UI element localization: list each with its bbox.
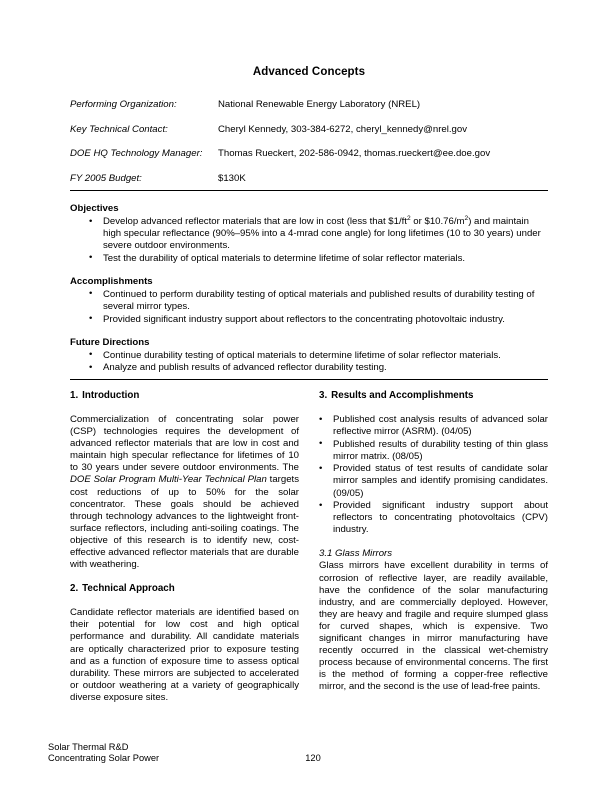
summary-sections: [70, 203, 548, 375]
future-directions-heading: Future Directions: [70, 336, 150, 348]
intro-text-part1: Commercialization of concentrating solar power (CSP) technologies requires the development of advanced reflector materials that are low in cost and maintain high specular reflectance for lifetimes of 10 to 30 years under severe outdoor environments. The: [70, 414, 299, 474]
section-title: Technical Approach: [82, 583, 175, 595]
horizontal-divider-top: [70, 190, 548, 191]
subsection-heading-glass-mirrors: 3.1 Glass Mirrors: [319, 548, 393, 560]
results-list: [319, 414, 548, 536]
glass-mirrors-paragraph: Glass mirrors have excellent durability in terms of corrosion of reflective layer, are readily available, have the confidence of the solar manufacturing industry, and are commercially deployed. However, they are heavy and fragile and require slumped glass for curved shapes, which is expensive. Two significant changes in mirror manufacturing have recently occurred in the classical wet-chemistry process because of environmental concerns. The first is the method of forming a copper-free reflective mirror, and the second is the use of lead-free paints.: [319, 560, 548, 693]
info-value: $130K: [218, 172, 246, 184]
footer-line-2: Concentrating Solar Power: [48, 753, 160, 764]
project-info-block: [70, 99, 548, 197]
footer-wrap: [48, 742, 568, 764]
list-item: • Published cost analysis results of advanced solar reflective mirror (ASRM). (04/05): [319, 414, 548, 438]
info-value: Cheryl Kennedy, 303-384-6272, cheryl_kennedy@nrel.gov: [218, 123, 468, 135]
objectives-list: [70, 216, 548, 265]
list-item: • Provided significant industry support about reflectors to the concentrating photovoltaic industry.: [70, 314, 548, 326]
info-row: [70, 148, 548, 160]
accomplishments-list: [70, 289, 548, 326]
intro-text-part2: targets cost reductions of up to 50% for the solar concentrator. These goals should be achieved through technology advances to the lightweight front-surface reflectors, including anti-soiling coatings. The objective of this research is to identify new, cost-effective advanced reflector materials that are durable with weathering.: [70, 474, 299, 571]
intro-plan-title: DOE Solar Program Multi-Year Technical Plan: [70, 474, 267, 486]
list-item: • Provided significant industry support about reflectors to concentrating photovoltaics (CPV) industry.: [319, 500, 548, 536]
info-row: [70, 99, 548, 111]
technical-approach-paragraph: Candidate reflector materials are identified based on their potential for low cost and high optical performance and durability. All candidate materials are optically characterized prior to exposure testing and as a function of exposure time to assess optical durability. These mirrors are subjected to accelerated or outdoor weathering at a variety of geographically diverse exposure sites.: [70, 607, 299, 703]
list-item: • Analyze and publish results of advanced reflector durability testing.: [70, 362, 548, 374]
footer-line-1: Solar Thermal R&D: [48, 742, 129, 752]
accomplishments-heading: Accomplishments: [70, 275, 153, 287]
section-number: 2.: [70, 583, 79, 595]
info-label: Performing Organization:: [70, 99, 177, 110]
page-number: 120: [305, 753, 321, 764]
section-heading-technical-approach: [70, 583, 299, 595]
list-item: [70, 216, 548, 252]
introduction-paragraph: [70, 414, 299, 571]
list-item: • Continued to perform durability testing of optical materials and published results of durability testing of several mirror types.: [70, 289, 548, 313]
objectives-heading: Objectives: [70, 203, 119, 214]
page-footer: [48, 742, 568, 764]
list-item: • Published results of durability testing of thin glass mirror matrix. (08/05): [319, 439, 548, 463]
section-number: 1.: [70, 390, 79, 401]
info-label: Key Technical Contact:: [70, 123, 168, 135]
info-label: FY 2005 Budget:: [70, 172, 142, 184]
future-directions-list: [70, 350, 548, 375]
left-column: [70, 390, 299, 716]
info-value: Thomas Rueckert, 202-586-0942, thomas.rueckert@ee.doe.gov: [218, 148, 491, 159]
objective-text-1: Develop advanced reflector materials that are low in cost (less that $\$1/ft^2$ or $\$10.76/m^2$) and maintain high specular reflectance (90%–95% into a 4-mrad cone angle) for long lifetimes (10 to 30 years) under severe outdoor environments.: [103, 214, 541, 252]
list-item: • Provided status of test results of candidate solar mirror samples and identify promising candidates. (09/05): [319, 463, 548, 499]
section-number: 3.: [319, 390, 328, 401]
info-label: DOE HQ Technology Manager:: [70, 148, 203, 159]
info-row: [70, 124, 548, 136]
section-heading-results: [319, 390, 548, 402]
info-value: National Renewable Energy Laboratory (NREL): [218, 99, 421, 110]
page-title: Advanced Concepts: [252, 66, 366, 78]
right-column: [319, 390, 548, 693]
info-row: [70, 173, 548, 185]
section-title: Introduction: [82, 390, 140, 401]
section-title: Results and Accomplishments: [331, 390, 474, 401]
list-item: • Continue durability testing of optical materials to determine lifetime of solar reflector materials.: [70, 350, 548, 362]
section-heading-introduction: [70, 390, 299, 402]
list-item: • Test the durability of optical materials to determine lifetime of solar reflector materials.: [70, 253, 548, 265]
horizontal-divider-middle: [70, 379, 548, 380]
